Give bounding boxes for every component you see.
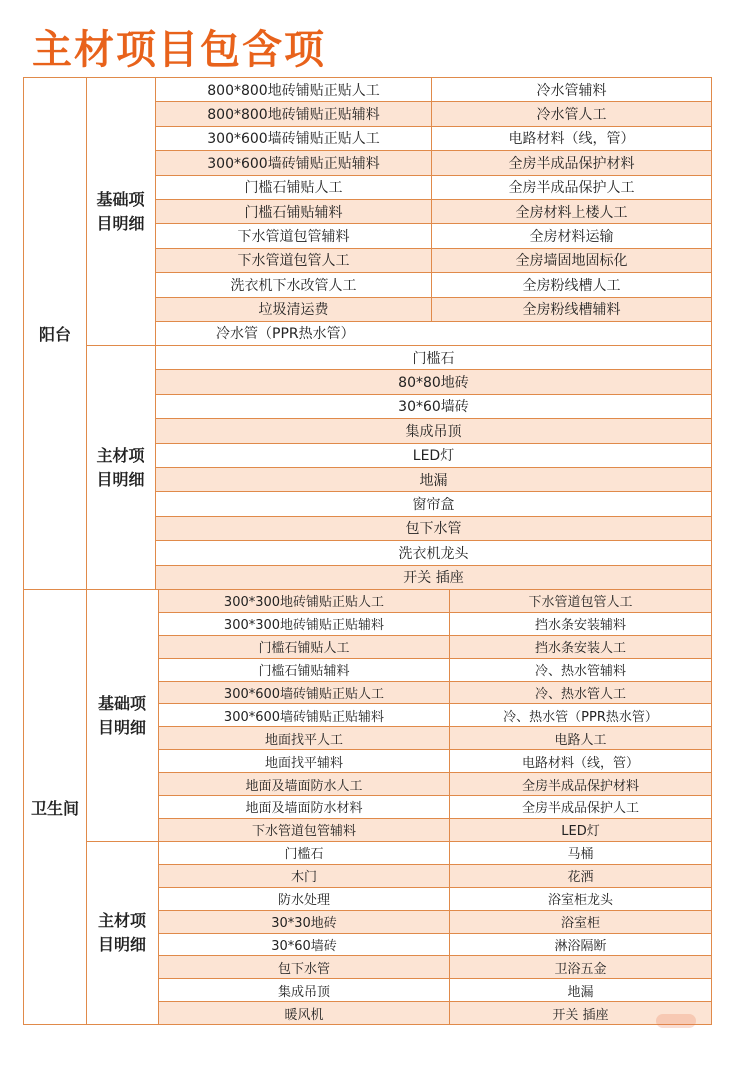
table-cell: 冷、热水管（PPR热水管） <box>450 704 712 726</box>
table-cell: LED灯 <box>156 444 712 467</box>
table-row <box>159 842 712 865</box>
table-row <box>159 819 712 842</box>
table-row <box>159 796 712 819</box>
table-cell: 包下水管 <box>159 956 450 978</box>
table-cell: 下水管道包管人工 <box>450 590 712 612</box>
table-row <box>156 468 712 492</box>
table-cell: 花洒 <box>450 865 712 887</box>
table-cell: 门槛石铺贴人工 <box>159 636 450 658</box>
table-cell: 浴室柜龙头 <box>450 888 712 910</box>
table-cell: 地漏 <box>450 979 712 1001</box>
table-cell: 冷、热水管人工 <box>450 682 712 704</box>
table-cell: 全房墙固地固标化 <box>432 249 712 272</box>
basic-items-table <box>159 590 712 842</box>
table-cell: 木门 <box>159 865 450 887</box>
table-row <box>156 78 712 102</box>
table-cell: 开关 插座 <box>156 566 712 589</box>
table-row <box>159 750 712 773</box>
table-cell: 下水管道包管辅料 <box>159 819 450 841</box>
table-cell: 全房粉线槽人工 <box>432 273 712 296</box>
table-row <box>159 911 712 934</box>
table-cell: 30*60墙砖 <box>156 395 712 418</box>
table-row <box>156 419 712 443</box>
basic-items-label: 基础项目明细 <box>86 78 156 346</box>
table-cell: 电路材料（线，管） <box>450 750 712 772</box>
table-row <box>156 444 712 468</box>
basic-items-label: 基础项目明细 <box>86 590 159 842</box>
table-cell: 浴室柜 <box>450 911 712 933</box>
table-row <box>156 517 712 541</box>
table-cell: 80*80地砖 <box>156 370 712 393</box>
table-row <box>159 659 712 682</box>
main-items-table <box>156 346 712 590</box>
table-cell: 门槛石铺贴辅料 <box>156 200 432 223</box>
table-row <box>159 704 712 727</box>
table-cell: 卫浴五金 <box>450 956 712 978</box>
table-cell: 冷、热水管辅料 <box>450 659 712 681</box>
table-cell: 地面及墙面防水材料 <box>159 796 450 818</box>
table-row <box>159 934 712 957</box>
main-items-label: 主材项目明细 <box>86 346 156 590</box>
table-row <box>159 682 712 705</box>
table-cell: 窗帘盒 <box>156 492 712 515</box>
table-row <box>156 322 712 346</box>
table-row <box>156 395 712 419</box>
table-cell: 全房粉线槽辅料 <box>432 298 712 321</box>
table-cell: 包下水管 <box>156 517 712 540</box>
table-row <box>156 370 712 394</box>
table-cell: 暖风机 <box>159 1002 450 1024</box>
table-row <box>156 273 712 297</box>
watermark-mark <box>656 1014 696 1028</box>
table-cell: 全房半成品保护人工 <box>432 176 712 199</box>
table-row <box>159 613 712 636</box>
table-row <box>159 865 712 888</box>
table-row <box>156 151 712 175</box>
table-row <box>156 127 712 151</box>
table-row <box>156 200 712 224</box>
table-cell: 300*300地砖铺贴正贴辅料 <box>159 613 450 635</box>
table-cell: 全房材料上楼人工 <box>432 200 712 223</box>
table-row <box>156 298 712 322</box>
table-row <box>159 590 712 613</box>
table-cell: 300*300地砖铺贴正贴人工 <box>159 590 450 612</box>
basic-items-table <box>156 78 712 346</box>
table-cell: 300*600墙砖铺贴正贴人工 <box>159 682 450 704</box>
table-cell: 门槛石 <box>156 346 712 369</box>
table-cell: 挡水条安装人工 <box>450 636 712 658</box>
table-row <box>156 492 712 516</box>
table-cell: 地漏 <box>156 468 712 491</box>
table-cell: 马桶 <box>450 842 712 864</box>
table-cell: 下水管道包管人工 <box>156 249 432 272</box>
table-cell: 洗衣机龙头 <box>156 541 712 564</box>
table-cell: 冷水管（PPR热水管） <box>156 322 712 345</box>
table-row <box>159 773 712 796</box>
table-cell: 电路人工 <box>450 727 712 749</box>
table-cell: 电路材料（线，管） <box>432 127 712 150</box>
area-label: 卫生间 <box>24 590 87 1025</box>
table-row <box>156 566 712 590</box>
table-cell: 挡水条安装辅料 <box>450 613 712 635</box>
table-cell: 冷水管人工 <box>432 102 712 125</box>
table-cell: 冷水管辅料 <box>432 78 712 101</box>
table-cell: 全房半成品保护材料 <box>432 151 712 174</box>
table-row <box>159 1002 712 1025</box>
table-cell: 淋浴隔断 <box>450 934 712 956</box>
area-label: 阳台 <box>24 78 87 590</box>
table-row <box>156 176 712 200</box>
table-cell: 地面及墙面防水人工 <box>159 773 450 795</box>
table-cell: 800*800地砖铺贴正贴辅料 <box>156 102 432 125</box>
table-cell: 地面找平辅料 <box>159 750 450 772</box>
table-cell: 门槛石铺贴人工 <box>156 176 432 199</box>
table-cell: 全房材料运输 <box>432 224 712 247</box>
table-cell: 门槛石铺贴辅料 <box>159 659 450 681</box>
table-cell: 300*600墙砖铺贴正贴辅料 <box>156 151 432 174</box>
table-cell: 集成吊顶 <box>159 979 450 1001</box>
table-cell: 300*600墙砖铺贴正贴人工 <box>156 127 432 150</box>
table-row <box>159 979 712 1002</box>
table-cell: 门槛石 <box>159 842 450 864</box>
table-row <box>159 636 712 659</box>
main-items-label: 主材项目明细 <box>86 842 159 1025</box>
table-cell: 防水处理 <box>159 888 450 910</box>
table-row <box>156 224 712 248</box>
table-cell: 集成吊顶 <box>156 419 712 442</box>
table-cell: 全房半成品保护人工 <box>450 796 712 818</box>
table-row <box>156 249 712 273</box>
table-row <box>156 102 712 126</box>
table-row <box>159 727 712 750</box>
page-title: 主材项目包含项 <box>32 27 326 73</box>
table-cell: 800*800地砖铺贴正贴人工 <box>156 78 432 101</box>
table-cell: 全房半成品保护材料 <box>450 773 712 795</box>
section-balcony <box>23 77 712 590</box>
table-cell: 300*600墙砖铺贴正贴辅料 <box>159 704 450 726</box>
main-items-table <box>159 842 712 1025</box>
table-cell: LED灯 <box>450 819 712 841</box>
table-cell: 垃圾清运费 <box>156 298 432 321</box>
table-cell: 地面找平人工 <box>159 727 450 749</box>
table-cell: 30*30地砖 <box>159 911 450 933</box>
table-cell: 30*60墙砖 <box>159 934 450 956</box>
table-row <box>156 541 712 565</box>
section-bathroom <box>23 589 712 1025</box>
table-row <box>159 956 712 979</box>
table-cell: 下水管道包管辅料 <box>156 224 432 247</box>
table-cell: 开关 插座 <box>450 1002 712 1024</box>
table-cell: 洗衣机下水改管人工 <box>156 273 432 296</box>
table-row <box>156 346 712 370</box>
table-row <box>159 888 712 911</box>
